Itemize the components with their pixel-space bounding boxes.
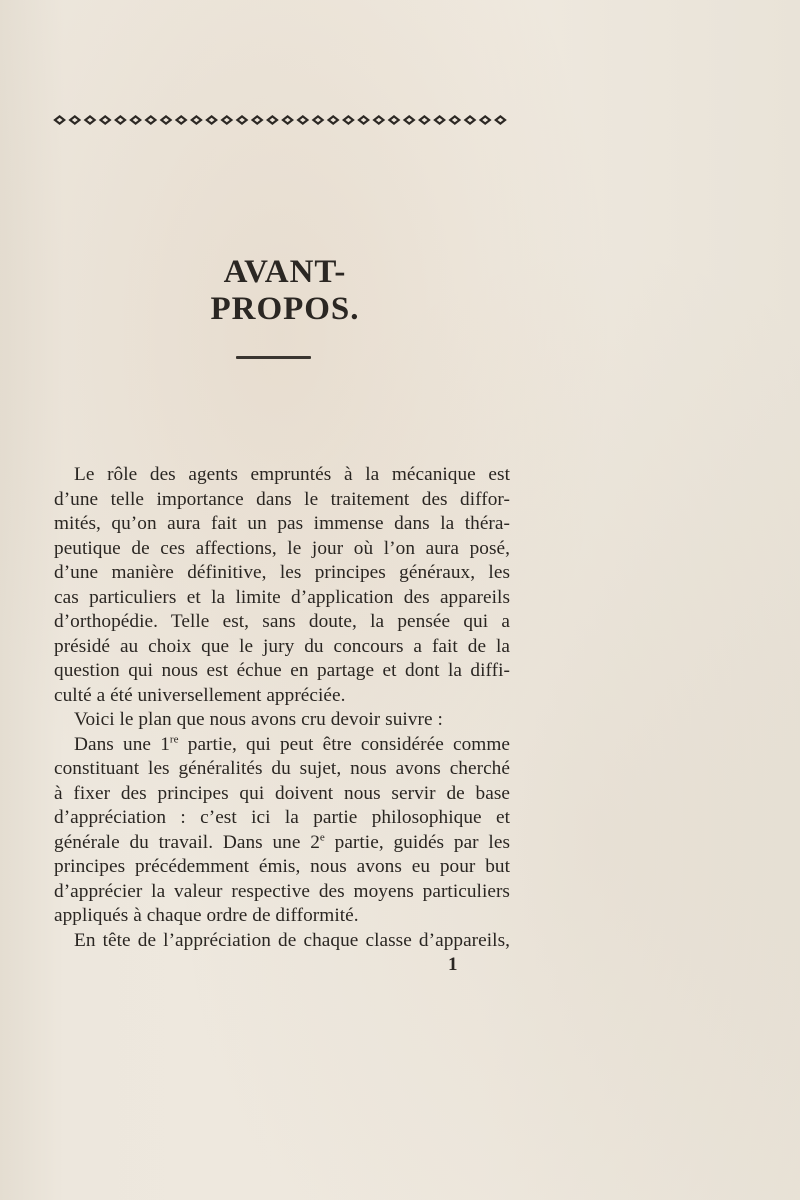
ornament-link <box>251 115 264 125</box>
text-line: Le rôle des agents empruntés à la mécanique est <box>74 464 510 485</box>
ornament-link <box>494 115 507 125</box>
ornament-link <box>220 115 233 125</box>
text-line: mités, qu’on aura fait un pas immense dans la théra- <box>54 513 510 534</box>
text-line: peutique de ces affections, le jour où l’on aura posé, <box>54 537 510 559</box>
ornament-link <box>327 115 340 125</box>
ornament-link <box>296 115 309 125</box>
ornament-link <box>448 115 461 125</box>
text-line: d’apprécier la valeur respective des moyens particuliers <box>54 880 510 902</box>
ornament-link <box>357 115 370 125</box>
text-line: appliqués à chaque ordre de difformité. <box>54 905 359 926</box>
text-line: question qui nous est échue en partage et dont la diffi- <box>54 660 510 681</box>
ornament-link <box>464 115 477 125</box>
text-line: d’appréciation : c’est ici la partie philosophique et <box>54 807 510 828</box>
ornament-link <box>433 115 446 125</box>
ornament-link <box>266 115 279 125</box>
text-line: d’orthopédie. Telle est, sans doute, la pensée qui a <box>54 611 510 632</box>
ornament-link <box>342 115 355 125</box>
ornament-link <box>388 115 401 125</box>
body-text <box>54 463 510 953</box>
ornament-link <box>403 115 416 125</box>
ornament-link <box>175 115 188 125</box>
text-line: d’une telle importance dans le traitement des diffor- <box>54 488 510 510</box>
ornamental-border <box>52 112 508 128</box>
page-number: 1 <box>448 954 458 975</box>
ornament-link <box>144 115 157 125</box>
ornament-link <box>129 115 142 125</box>
ornament-link <box>479 115 492 125</box>
text-line: d’une manière définitive, les principes généraux, les <box>54 562 510 583</box>
ornament-link <box>312 115 325 125</box>
ornament-link <box>281 115 294 125</box>
text-line: culté a été universellement appréciée. <box>54 684 346 706</box>
text-line: Dans une 1re partie, qui peut être considérée comme <box>74 733 511 755</box>
text-line: générale du travail. Dans une 2e partie, guidés par les <box>54 831 510 853</box>
ornament-link <box>84 115 97 125</box>
ornament-link <box>99 115 112 125</box>
ornament-link <box>53 115 66 125</box>
text-line: constituant les généralités du sujet, nous avons cherché <box>54 758 510 779</box>
text-line: principes précédemment émis, nous avons eu pour but <box>54 856 510 877</box>
ornament-link <box>205 115 218 125</box>
title-divider <box>236 356 311 359</box>
ornament-link <box>372 115 385 125</box>
text-line: présidé au choix que le jury du concours a fait de la <box>54 635 510 657</box>
ornament-link <box>114 115 127 125</box>
text-line: cas particuliers et la limite d’application des appareils <box>54 586 510 608</box>
page-title: AVANT-PROPOS. <box>210 254 360 327</box>
ornament-link <box>236 115 249 125</box>
ornament-link <box>68 115 81 125</box>
ornament-link <box>160 115 173 125</box>
text-line: En tête de l’appréciation de chaque classe d’appareils, <box>74 929 510 951</box>
ornament-link <box>190 115 203 125</box>
ornament-link <box>418 115 431 125</box>
text-line: à fixer des principes qui doivent nous servir de base <box>54 782 510 804</box>
text-line: Voici le plan que nous avons cru devoir suivre : <box>74 709 443 730</box>
